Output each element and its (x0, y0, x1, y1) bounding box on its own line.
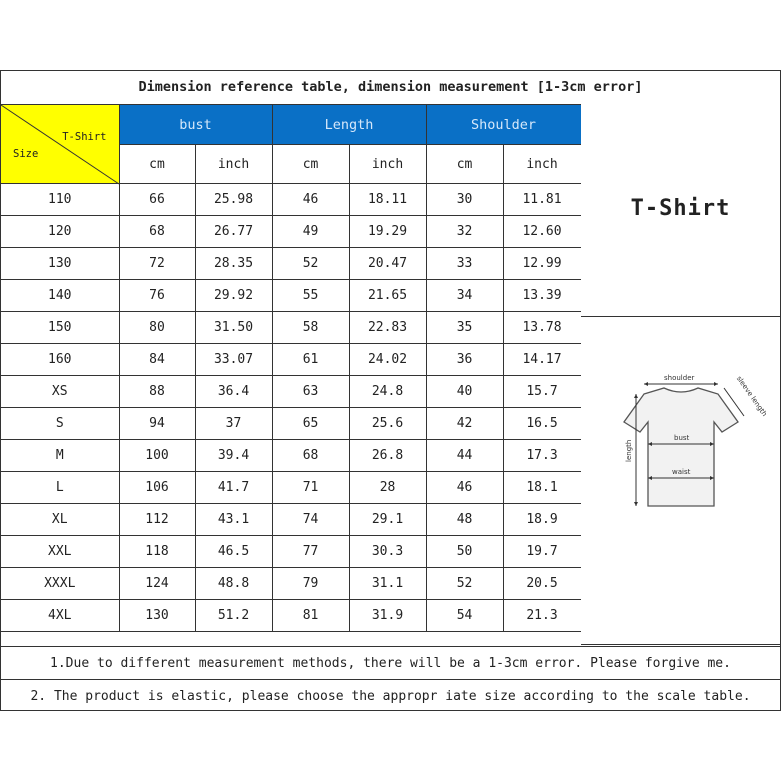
measurement-cell: 42 (426, 408, 503, 440)
tshirt-outline-icon (624, 388, 738, 506)
bust-label: bust (674, 434, 690, 442)
measurement-cell: 79 (272, 568, 349, 600)
measurement-cell: 44 (426, 440, 503, 472)
size-rows (1, 184, 581, 632)
measurement-cell: 66 (119, 184, 195, 216)
measurement-cell: 118 (119, 536, 195, 568)
measurement-cell: 72 (119, 248, 195, 280)
measurement-cell: 80 (119, 312, 195, 344)
measurement-cell: 17.3 (503, 440, 581, 472)
measurement-cell: 21.65 (349, 280, 426, 312)
measurement-cell: 55 (272, 280, 349, 312)
measurement-cell: 21.3 (503, 600, 581, 632)
size-table (1, 104, 582, 632)
measurement-cell: 22.83 (349, 312, 426, 344)
table-row (1, 600, 581, 632)
measurement-cell: 100 (119, 440, 195, 472)
measurement-cell: 19.7 (503, 536, 581, 568)
measurement-cell: 34 (426, 280, 503, 312)
measurement-cell: 36.4 (195, 376, 272, 408)
measurement-cell: 112 (119, 504, 195, 536)
table-row (1, 568, 581, 600)
product-panel (581, 104, 780, 317)
measurement-cell: 31.50 (195, 312, 272, 344)
measurement-cell: 33.07 (195, 344, 272, 376)
measurement-cell: 65 (272, 408, 349, 440)
measurement-cell: 68 (119, 216, 195, 248)
measurement-cell: 68 (272, 440, 349, 472)
measurement-cell: 19.29 (349, 216, 426, 248)
size-cell: 150 (1, 312, 119, 344)
measurement-cell: 18.11 (349, 184, 426, 216)
measurement-cell: 106 (119, 472, 195, 504)
table-row (1, 376, 581, 408)
table-row (1, 440, 581, 472)
size-cell: XXXL (1, 568, 119, 600)
length-label: length (625, 439, 633, 462)
measurement-cell: 71 (272, 472, 349, 504)
measurement-cell: 20.5 (503, 568, 581, 600)
measurement-cell: 88 (119, 376, 195, 408)
corner-top-label: T-Shirt (62, 131, 107, 143)
measurement-cell: 50 (426, 536, 503, 568)
group-shoulder: Shoulder (426, 105, 581, 145)
measurement-cell: 11.81 (503, 184, 581, 216)
group-header-row (1, 105, 581, 145)
size-cell: 4XL (1, 600, 119, 632)
measurement-cell: 76 (119, 280, 195, 312)
size-cell: M (1, 440, 119, 472)
group-length: Length (272, 105, 426, 145)
unit-header: cm (426, 145, 503, 184)
measurement-cell: 26.8 (349, 440, 426, 472)
measurement-cell: 77 (272, 536, 349, 568)
measurement-cell: 26.77 (195, 216, 272, 248)
measurement-cell: 24.8 (349, 376, 426, 408)
measurement-cell: 51.2 (195, 600, 272, 632)
corner-cell (1, 105, 119, 184)
sleeve-label: sleeve length (734, 374, 769, 418)
measurement-cell: 39.4 (195, 440, 272, 472)
table-row (1, 536, 581, 568)
unit-header: inch (503, 145, 581, 184)
measurement-cell: 37 (195, 408, 272, 440)
size-cell: 120 (1, 216, 119, 248)
size-cell: 140 (1, 280, 119, 312)
measurement-cell: 41.7 (195, 472, 272, 504)
measurement-cell: 36 (426, 344, 503, 376)
measurement-cell: 124 (119, 568, 195, 600)
diagonal-divider (1, 105, 119, 184)
corner-left-label: Size (13, 148, 39, 160)
measurement-cell: 15.7 (503, 376, 581, 408)
measurement-cell: 12.60 (503, 216, 581, 248)
waist-label: waist (672, 468, 691, 476)
measurement-cell: 43.1 (195, 504, 272, 536)
measurement-cell: 12.99 (503, 248, 581, 280)
measurement-cell: 81 (272, 600, 349, 632)
table-row (1, 248, 581, 280)
measurement-cell: 49 (272, 216, 349, 248)
product-label: T-Shirt (630, 196, 731, 221)
measurement-cell: 13.39 (503, 280, 581, 312)
measurement-cell: 20.47 (349, 248, 426, 280)
shoulder-label: shoulder (664, 374, 695, 382)
measurement-cell: 18.1 (503, 472, 581, 504)
measurement-cell: 28 (349, 472, 426, 504)
unit-header: inch (349, 145, 426, 184)
measurement-cell: 84 (119, 344, 195, 376)
measurement-cell: 40 (426, 376, 503, 408)
diagram-panel (581, 317, 780, 645)
measurement-cell: 94 (119, 408, 195, 440)
measurement-cell: 33 (426, 248, 503, 280)
chart-title: Dimension reference table, dimension measurement [1-3cm error] (1, 71, 780, 105)
table-row (1, 312, 581, 344)
measurement-cell: 32 (426, 216, 503, 248)
measurement-cell: 24.02 (349, 344, 426, 376)
measurement-cell: 25.6 (349, 408, 426, 440)
size-cell: XXL (1, 536, 119, 568)
unit-header: cm (272, 145, 349, 184)
measurement-cell: 14.17 (503, 344, 581, 376)
measurement-cell: 30.3 (349, 536, 426, 568)
measurement-cell: 29.92 (195, 280, 272, 312)
measurement-cell: 46.5 (195, 536, 272, 568)
measurement-cell: 52 (426, 568, 503, 600)
measurement-cell: 16.5 (503, 408, 581, 440)
size-cell: XL (1, 504, 119, 536)
measurement-cell: 48 (426, 504, 503, 536)
size-cell: 160 (1, 344, 119, 376)
measurement-cell: 25.98 (195, 184, 272, 216)
note-1: 1.Due to different measurement methods, there will be a 1-3cm error. Please forgive me. (1, 646, 780, 680)
size-cell: 130 (1, 248, 119, 280)
measurement-cell: 48.8 (195, 568, 272, 600)
measurement-cell: 61 (272, 344, 349, 376)
note-2: 2. The product is elastic, please choose the appropr iate size according to the scale table. (1, 679, 780, 713)
table-row (1, 344, 581, 376)
table-row (1, 216, 581, 248)
measurement-cell: 30 (426, 184, 503, 216)
tshirt-diagram (606, 372, 769, 522)
measurement-cell: 63 (272, 376, 349, 408)
group-bust: bust (119, 105, 272, 145)
measurement-cell: 46 (426, 472, 503, 504)
measurement-cell: 29.1 (349, 504, 426, 536)
measurement-cell: 18.9 (503, 504, 581, 536)
measurement-cell: 31.1 (349, 568, 426, 600)
size-cell: S (1, 408, 119, 440)
measurement-cell: 13.78 (503, 312, 581, 344)
measurement-cell: 54 (426, 600, 503, 632)
measurement-cell: 130 (119, 600, 195, 632)
measurement-cell: 74 (272, 504, 349, 536)
measurement-cell: 46 (272, 184, 349, 216)
measurement-cell: 35 (426, 312, 503, 344)
measurement-cell: 52 (272, 248, 349, 280)
unit-header: cm (119, 145, 195, 184)
size-cell: L (1, 472, 119, 504)
table-row (1, 408, 581, 440)
table-row (1, 280, 581, 312)
measurement-cell: 58 (272, 312, 349, 344)
table-row (1, 472, 581, 504)
unit-header: inch (195, 145, 272, 184)
measurement-cell: 31.9 (349, 600, 426, 632)
size-chart (0, 70, 781, 711)
table-row (1, 184, 581, 216)
size-cell: 110 (1, 184, 119, 216)
table-row (1, 504, 581, 536)
size-cell: XS (1, 376, 119, 408)
measurement-cell: 28.35 (195, 248, 272, 280)
